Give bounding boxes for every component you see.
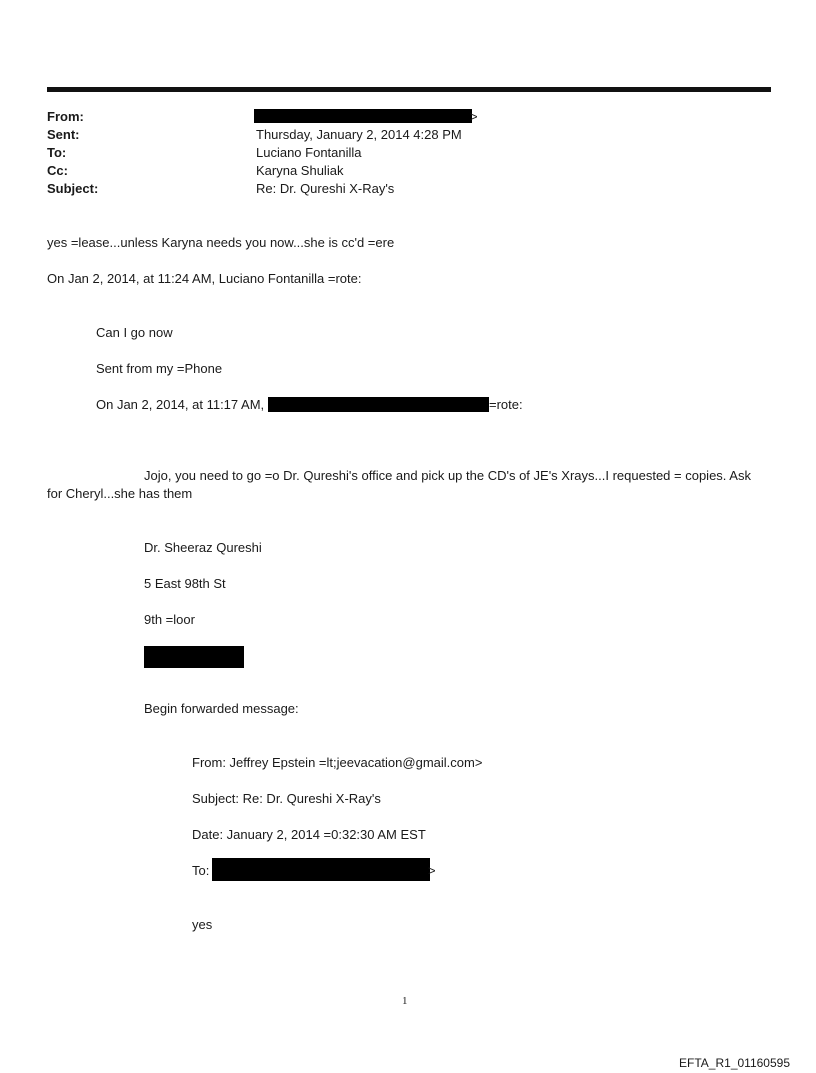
fwd-date: Date: January 2, 2014 =0:32:30 AM EST [192, 827, 426, 842]
quote2-para-line1: Jojo, you need to go =o Dr. Qureshi's office and pick up the CD's of JE's Xrays...I requested = copies. Ask [144, 468, 751, 483]
address-name: Dr. Sheeraz Qureshi [144, 540, 262, 555]
fwd-to-label: To: [192, 863, 210, 878]
cc-value: Karyna Shuliak [256, 163, 344, 178]
address-floor: 9th =loor [144, 612, 195, 627]
page-number: 1 [402, 995, 408, 1007]
subject-value: Re: Dr. Qureshi X-Ray's [256, 181, 395, 196]
from-label: From: [47, 109, 84, 124]
quote1-header: On Jan 2, 2014, at 11:24 AM, Luciano Fontanilla =rote: [47, 271, 362, 286]
document-id: EFTA_R1_01160595 [679, 1056, 790, 1070]
subject-label: Subject: [47, 181, 99, 196]
reply-line: yes =lease...unless Karyna needs you now...she is cc'd =ere [47, 235, 395, 250]
fwd-subject: Subject: Re: Dr. Qureshi X-Ray's [192, 791, 381, 806]
address-street: 5 East 98th St [144, 576, 226, 591]
redaction-box [144, 646, 244, 668]
to-label: To: [47, 145, 67, 160]
to-value: Luciano Fontanilla [256, 145, 362, 160]
redaction-box [254, 109, 472, 123]
cc-label: Cc: [47, 163, 68, 178]
quote2-header-prefix: On Jan 2, 2014, at 11:17 AM, [96, 397, 265, 412]
redaction-box [212, 858, 430, 881]
quote1-line1: Can I go now [96, 325, 173, 340]
from-suffix: > [470, 109, 478, 124]
fwd-body: yes [192, 917, 213, 932]
forward-label: Begin forwarded message: [144, 701, 299, 716]
fwd-from: From: Jeffrey Epstein =lt;jeevacation@gmail.com> [192, 755, 483, 770]
quote2-header-suffix: =rote: [489, 397, 523, 412]
quote2-para-line2: for Cheryl...she has them [47, 486, 193, 501]
sent-label: Sent: [47, 127, 80, 142]
quote2-header [96, 396, 264, 414]
sent-value: Thursday, January 2, 2014 4:28 PM [256, 127, 462, 142]
quote1-line2: Sent from my =Phone [96, 361, 223, 376]
fwd-to-suffix: > [428, 863, 436, 878]
redaction-box [268, 397, 489, 412]
header-rule [47, 87, 771, 92]
